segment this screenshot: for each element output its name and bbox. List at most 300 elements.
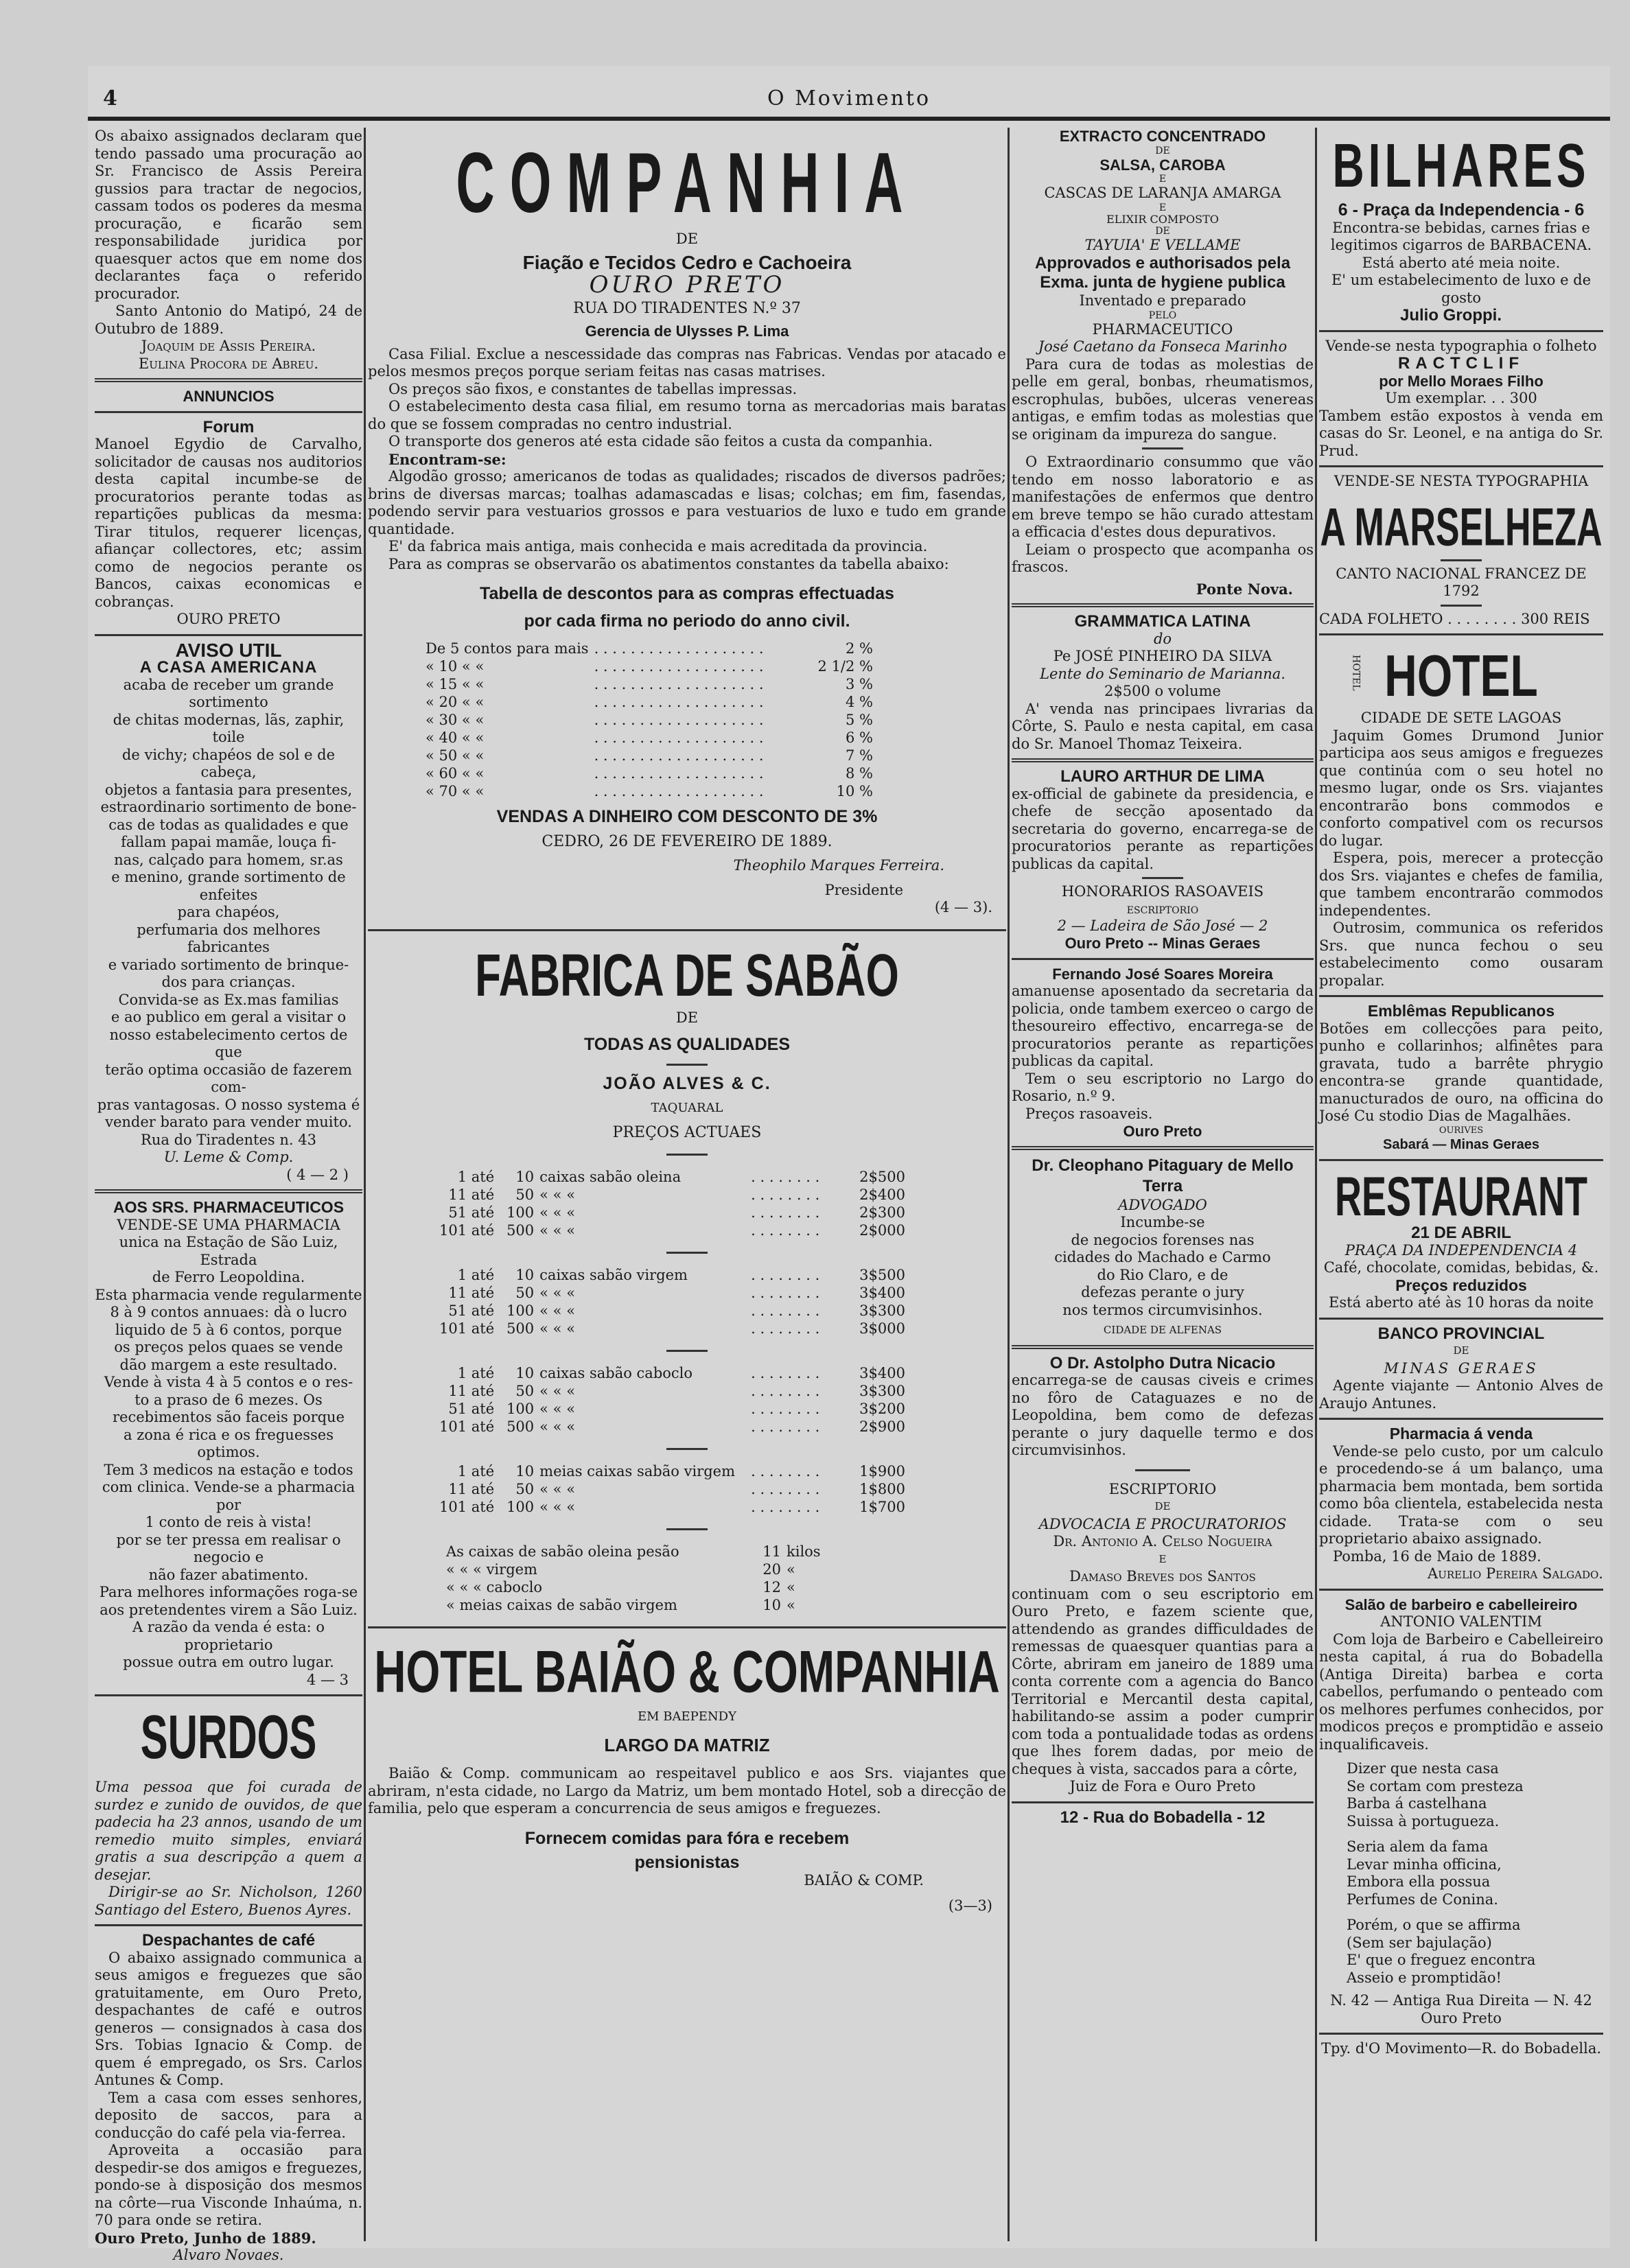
ad-text: Encontra-se bebidas, carnes frias e legitimos cigarros de BARBACENA. (1330, 219, 1592, 253)
ad-text: DE (1453, 1344, 1469, 1357)
table-cell: 2$400 (859, 1186, 905, 1203)
ad-number: 4 — 3 (306, 1671, 349, 1688)
verse-line: Suissa à portugueza. (1347, 1812, 1500, 1829)
table-cell: . . . . . . . . (751, 1267, 820, 1283)
ad-text: Preços rasoaveis. (1025, 1105, 1153, 1122)
ad-text: O abaixo assignado communica a seus amigos e freguezes que são gratuitamente, em Ouro Preto, despachantes de café e outros generos — consignados à casa dos Srs. Tobias Ignacio & Comp. de quem é empregado, os Srs. Carlos Antunes & Comp. (95, 1949, 362, 2088)
table-row (436, 1498, 908, 1516)
verse-line: E' que o freguez encontra (1347, 1952, 1536, 1968)
ad-title: BANCO PROVINCIAL (1377, 1324, 1545, 1343)
table-cell: 50 (515, 1481, 535, 1497)
table-row (423, 764, 876, 782)
ad-text: E' um estabelecimento de luxo e de gosto (1331, 272, 1592, 306)
table-cell: 2 % (846, 640, 873, 657)
ad-text: PELO (1148, 309, 1177, 321)
ad-title: Dr. Cleophano Pitaguary de Mello Terra (1032, 1156, 1294, 1195)
ad-text: E (1159, 1552, 1167, 1565)
divider (1319, 1318, 1603, 1320)
divider (95, 1189, 362, 1193)
ad-signature: Alvaro Novaes. (173, 2247, 284, 2263)
table-cell: 2$500 (859, 1169, 905, 1185)
ad-text (95, 1234, 362, 1672)
table-row (443, 1560, 824, 1578)
section-heading: ANNUNCIOS (183, 388, 275, 405)
table-cell: . . . . . . . . (751, 1320, 820, 1337)
ad-price: CADA FOLHETO . . . . . . . . 300 REIS (1319, 610, 1590, 627)
table-cell: . . . . . . . . (751, 1222, 820, 1239)
divider (1319, 330, 1603, 332)
verse-line: Dizer que nesta casa (1347, 1760, 1499, 1777)
ad-text: Outrosim, communica os referidos Srs. que nunca fechou o seu estabelecimento como ousaram propalar. (1319, 920, 1603, 989)
ad-text: EM BAEPENDY (638, 1709, 736, 1724)
table-cell: 2$900 (859, 1418, 905, 1435)
table-cell: « « « (539, 1481, 576, 1497)
text-line: não fazer abatimento. (148, 1566, 309, 1583)
ad-address: PRAÇA DA INDEPENDENCIA 4 (1344, 1241, 1578, 1259)
ad-price: 2$500 o volume (1104, 683, 1221, 699)
table-cell: 3$000 (859, 1320, 905, 1337)
ad-text: Algodão grosso; americanos de todas as qualidades; riscados de diversos padrões; brins de diversas marcas; toalhas adamascadas e lisas; colchas; em fim, fasendas, podendo servir para vestuarios grossos e para vestuarios de luxo e tudo em grande quantidade. (368, 468, 1006, 537)
text-line: pras vantagosas. O nosso systema é (97, 1096, 360, 1113)
price-list (368, 1154, 1006, 1530)
ad-date: CEDRO, 26 DE FEVEREIRO DE 1889. (542, 832, 833, 850)
ad-verse (1319, 1760, 1603, 1987)
table-row (436, 1364, 908, 1382)
table-row (423, 729, 876, 747)
ad-text: Aproveita a occasião para despedir-se dos amigos e freguezes, pondo-se à disposição dos mesmos na côrte—rua Visconde Inhaúma, n. 70 para onde se retira. (95, 2142, 362, 2228)
text-line: a zona é rica e os freguesses optimos. (123, 1426, 334, 1460)
table-cell: « « « (539, 1302, 576, 1319)
divider (95, 1924, 362, 1926)
ad-title: SURDOS (140, 1703, 317, 1772)
ad-city: CIDADE DE SETE LAGOAS (1360, 710, 1562, 726)
ad-text: Espera, pois, merecer a protecção dos Srs. viajantes e chefes de familia, que tambem encontrarão commodos independentes. (1319, 850, 1603, 919)
ad-title: A MARSELHEZA (1320, 498, 1603, 557)
table-cell: . . . . . . . . (751, 1383, 820, 1399)
table-cell: 7 % (846, 747, 873, 764)
text-line: nas, calçado para homem, sr.as (114, 851, 343, 868)
table-cell: 5 % (846, 712, 873, 728)
divider (368, 1626, 1006, 1628)
ad-title: Fernando José Soares Moreira (1052, 965, 1273, 983)
newspaper-title: O Movimento (767, 86, 931, 110)
table-cell: « « « caboclo (446, 1579, 543, 1595)
ad-city: OURO PRETO (176, 611, 281, 627)
page-header (88, 86, 1610, 121)
table-cell: 51 até (448, 1401, 495, 1417)
ad-text: E (1159, 202, 1167, 213)
table-cell: 12 (762, 1579, 781, 1595)
table-cell: « 10 « « (426, 658, 485, 675)
verse-line: Asseio e promptidão! (1347, 1969, 1502, 1986)
ad-number: (3—3) (948, 1897, 992, 1914)
ad-title: GRAMMATICA LATINA (1074, 612, 1251, 631)
table-row (423, 782, 876, 800)
ad-subtitle: MINAS GERAES (1384, 1359, 1539, 1377)
text-line: do Rio Claro, e de (1097, 1266, 1229, 1283)
table-cell: « « « (539, 1186, 576, 1203)
text-line: Tem 3 medicos na estação e todos (104, 1461, 353, 1478)
ad-text: O Extraordinario consummo que vão tendo em nosso laboratorio e as manifestações de enfermos que dentro em breve tempo se hão curado attestam a efficacia d'estes dous depurativos. (1012, 454, 1314, 540)
ad-text: Tambem estão expostos à venda em casas do Sr. Leonel, e na antiga do Sr. Prud. (1319, 407, 1603, 459)
weight-table (443, 1543, 824, 1614)
text-line: de vichy; chapéos de sol e de cabeça, (121, 746, 336, 780)
table-cell: « 60 « « (426, 765, 485, 782)
text-line: Esta pharmacia vende regularmente (95, 1286, 362, 1303)
table-cell: « (787, 1561, 795, 1578)
ad-text: Uma pessoa que foi curada de surdez e zunido de ouvidos, de que padecia ha 23 annos, usando de um remedio muito simples, enviará gratis a sua descripção a quem a desejar. (95, 1779, 362, 1883)
ad-city: CIDADE DE ALFENAS (1103, 1324, 1222, 1336)
table-cell: 500 (507, 1320, 535, 1337)
divider (1012, 603, 1314, 607)
text-line: por se ter pressa em realisar o negocio e (116, 1531, 341, 1565)
table-cell: 10 % (836, 783, 873, 799)
ad-text: Botões em collecções para peito, punho e collarinhos; alfinêtes para gravata, tudo a barrête phrygio encontra-se grande quantidade, manucturados de ouro, na officina do José Cu stodio Dias de Magalhães. (1319, 1020, 1603, 1124)
text-line: vender barato para vender muito. (105, 1114, 352, 1130)
ad-text: O transporte dos generos até esta cidade são feitos a custa da companhia. (388, 433, 933, 449)
ad-text: DE (675, 231, 699, 247)
ad-title: RESTAURANT (1335, 1166, 1587, 1228)
table-cell: 2$000 (859, 1222, 905, 1239)
ad-address: RUA DO TIRADENTES N.º 37 (573, 299, 801, 317)
ad-city: OURO PRETO (589, 271, 785, 299)
table-cell: kilos (787, 1543, 821, 1560)
divider (666, 1154, 708, 1156)
table-cell: 101 até (439, 1418, 495, 1435)
ad-text: TAYUIA' E VELLAME (1084, 236, 1241, 253)
table-cell: « « « (539, 1383, 576, 1399)
table-row (436, 1418, 908, 1436)
hotel-title-box (1319, 641, 1603, 710)
ad-text: O estabelecimento desta casa filial, em resumo torna as mercadorias mais baratas do que se fossem compradas no centro industrial. (368, 398, 1006, 432)
table-row (436, 1302, 908, 1320)
table-cell: . . . . . . . . (751, 1186, 820, 1203)
ad-subtitle: LARGO DA MATRIZ (604, 1734, 770, 1755)
notice-signature: Eulina Procora de Abreu. (138, 355, 319, 372)
divider (1142, 877, 1183, 879)
ad-text: Jaquim Gomes Drumond Junior participa aos seus amigos e freguezes que continúa com o seu hotel no mesmo lugar, onde os Srs. viajantes encontrarão bons commodos e conforto compativel com os recursos do lugar. (1319, 727, 1603, 849)
table-cell: 1 até (457, 1267, 495, 1283)
table-row (436, 1204, 908, 1221)
ad-text: A' venda nas principaes livrarias da Côrte, S. Paulo e nesta capital, em casa do Sr. Manoel Thomaz Teixeira. (1012, 700, 1314, 752)
verse-line: Seria alem da fama (1347, 1838, 1489, 1855)
table-cell: 50 (515, 1383, 535, 1399)
column-3 (1012, 128, 1314, 2241)
divider (1135, 1469, 1190, 1471)
ad-city: Ouro Preto -- Minas Geraes (1064, 935, 1261, 952)
ad-text: DE (1155, 225, 1170, 237)
ad-text: ADVOGADO (1118, 1196, 1207, 1213)
ad-text (95, 677, 362, 1149)
table-row (443, 1596, 824, 1614)
table-cell: « « « (539, 1499, 576, 1515)
text-line: 8 à 9 contos annuaes: dà o lucro (110, 1304, 347, 1320)
table-cell: . . . . . . . . (751, 1463, 820, 1480)
table-cell: . . . . . . . . . . . . . . . . . . . (594, 729, 764, 746)
text-line: acaba de receber um grande sortimento (123, 676, 334, 710)
ad-text: DE (675, 1009, 699, 1026)
text-line: recebimentos são faceis porque (113, 1409, 345, 1425)
text-line: com clinica. Vende-se a pharmacia por (102, 1479, 356, 1513)
ad-text: CASCAS DE LARANJA AMARGA (1044, 185, 1281, 201)
text-line: os preços pelos quaes se vende (114, 1339, 343, 1355)
table-cell: meias caixas sabão virgem (539, 1463, 735, 1480)
ad-text: Manoel Egydio de Carvalho, solicitador de causas nos auditorios desta capital incumbe-se de procuratorios perante todas as repartições publicas da mesma: Tirar titulos, requerer licenças, afiançar collectores, etc; assim como de negocios perante os Bancos, caixas economicas e cobranças. (95, 436, 362, 610)
divider (1319, 1589, 1603, 1591)
ad-signature: Theophilo Marques Ferreira. (733, 857, 944, 874)
ad-city: Ouro Preto (1421, 2009, 1502, 2026)
table-cell: 10 (515, 1267, 535, 1283)
table-cell: . . . . . . . . . . . . . . . . . . . (594, 747, 764, 764)
ad-text: por Mello Moraes Filho (1379, 372, 1544, 390)
ad-address: N. 42 — Antiga Rua Direita — N. 42 (1330, 1992, 1592, 2009)
ad-text: Fornecem comidas para fóra e recebem (524, 1828, 850, 1848)
table-row (436, 1221, 908, 1239)
ad-title: RACTCLIF (1398, 354, 1524, 373)
column-2 (368, 128, 1006, 2241)
ad-text: Inventado e preparado (1079, 292, 1246, 309)
text-line: aos pretendentes virem a São Luiz. (100, 1601, 358, 1618)
table-cell: 500 (507, 1418, 535, 1435)
ad-subtitle: ADVOCACIA E PROCURATORIOS (1038, 1515, 1287, 1532)
ad-title: LAURO ARTHUR DE LIMA (1060, 767, 1265, 786)
ad-number: (4 — 3). (934, 899, 992, 915)
ad-city: Sabará — Minas Geraes (1383, 1136, 1539, 1152)
ad-author: Pe JOSÉ PINHEIRO DA SILVA (1053, 648, 1272, 664)
table-cell: 10 (515, 1365, 535, 1381)
ad-text: OURIVES (1439, 1125, 1484, 1136)
ad-title: Emblêmas Republicanos (1367, 1002, 1555, 1020)
table-row (423, 657, 876, 675)
table-cell: 1$800 (859, 1481, 905, 1497)
table-cell: « meias caixas de sabão virgem (446, 1597, 677, 1613)
ad-text: ESCRIPTORIO (1126, 904, 1199, 916)
ad-subtitle: VENDE-SE UMA PHARMACIA (117, 1216, 340, 1233)
ad-title: Despachantes de café (141, 1931, 316, 1950)
ad-text: CANTO NACIONAL FRANCEZ DE 1792 (1336, 565, 1587, 599)
notice-text: Os abaixo assignados declaram que tendo passado uma procuração ao Sr. Francisco de Assis Pereira gussios para tractar de negocios, cassam todos os poderes da mesma procuração, e ficarão sem responsabilidade juridica por quaesquer actos que em nome dos declarantes faça o referido procurador. (95, 128, 362, 302)
table-cell: 101 até (439, 1499, 495, 1515)
table-cell: . . . . . . . . . . . . . . . . . . . (594, 765, 764, 782)
divider (666, 1448, 708, 1450)
divider (1441, 605, 1482, 607)
ad-text: Está aberto até meia noite. (1362, 254, 1561, 271)
table-cell: 2$300 (859, 1204, 905, 1221)
divider (1012, 1345, 1314, 1349)
table-cell: . . . . . . . . (751, 1169, 820, 1185)
ad-text: continuam com o seu escriptorio em Ouro Preto, e fazem sciente que, attendendo as grandes difficuldades de remessas de quaesquer quantias para a Côrte, abriram em janeiro de 1889 uma conta corrente com a agencia do Banco Territorial e Mercantil desta capital, habilitando-se assim a poder cumprir com toda a pontualidade todas as ordens que lhes forem dadas, por meio de cheques à vista, saccados para a côrte, (1012, 1585, 1314, 1777)
divider (1012, 758, 1314, 762)
ad-subtitle: 6 - Praça da Independencia - 6 (1338, 200, 1585, 220)
ad-address: 12 - Rua do Bobadella - 12 (1060, 1808, 1266, 1827)
ad-text: ex-official de gabinete da presidencia, e chefe de secção aposentado da secretaria do governo, encarrega-se de procuratorios perante as repartições publicas da capital. (1012, 785, 1314, 872)
divider (95, 378, 362, 382)
page-number: 4 (103, 86, 117, 110)
ad-title: Forum (202, 417, 255, 436)
table-cell: « « « (539, 1401, 576, 1417)
ad-text: Approvados e authorisados pela Exma. junta de hygiene publica (1034, 254, 1291, 292)
ad-text: Casa Filial. Exclue a nescessidade das compras nas Fabricas. Vendas por atacado e pelos mesmos preços porque seriam feitas nas casas matrises. (368, 345, 1006, 379)
text-line: terão optima occasião de fazerem com- (105, 1061, 352, 1095)
table-row (443, 1543, 824, 1560)
divider (666, 1064, 708, 1066)
verse-line (1347, 1908, 1603, 1917)
table-cell: . . . . . . . . . . . . . . . . . . . (594, 658, 764, 675)
table-row (443, 1578, 824, 1596)
divider (1012, 1146, 1314, 1150)
ad-side-label: HOTEL (1350, 655, 1362, 691)
table-cell: 51 até (448, 1204, 495, 1221)
text-line: perfumaria dos melhores fabricantes (137, 921, 321, 955)
text-line: estraordinario sortimento de bone- (100, 799, 357, 815)
table-cell: 4 % (846, 694, 873, 710)
ad-firm: JOÃO ALVES & C. (603, 1073, 771, 1093)
ad-text: pensionistas (634, 1853, 740, 1872)
text-line: Convida-se as Ex.mas familias (118, 991, 339, 1008)
table-cell: 11 até (448, 1285, 495, 1301)
table-row (436, 1266, 908, 1284)
table-cell: 100 (507, 1302, 535, 1319)
ad-text: Tem o seu escriptorio no Largo do Rosario, n.º 9. (1012, 1070, 1314, 1104)
table-cell: 3$200 (859, 1401, 905, 1417)
newspaper-page (88, 66, 1610, 2263)
price-group (436, 1364, 908, 1436)
table-cell: « « « (539, 1418, 576, 1435)
table-cell: 10 (515, 1169, 535, 1185)
table-cell: « 40 « « (426, 729, 485, 746)
ad-subtitle: Fiação e Tecidos Cedro e Cachoeira (522, 251, 852, 273)
ad-title: EXTRACTO CONCENTRADO (1059, 128, 1266, 145)
table-cell: 1 até (457, 1463, 495, 1480)
table-row (423, 675, 876, 693)
table-cell: caixas sabão oleina (539, 1169, 682, 1185)
verse-line: Se cortam com presteza (1347, 1777, 1524, 1794)
table-cell: . . . . . . . . (751, 1418, 820, 1435)
divider (1142, 447, 1183, 449)
table-cell: . . . . . . . . (751, 1401, 820, 1417)
ad-place: Ouro Preto, Junho de 1889. (95, 2229, 316, 2247)
ad-text (1012, 1214, 1314, 1319)
ad-text: Com loja de Barbeiro e Cabelleireiro nesta capital, á rua do Bobadella (Antiga Direita) barbea e corta cabellos, perfumando o penteado com os melhores perfumes conhecidos, por modicos preços e promptidão e asseio inqualificaveis. (1319, 1630, 1603, 1753)
ad-place: Ponte Nova. (1196, 580, 1293, 598)
notice-signature: Joaquim de Assis Pereira. (141, 338, 316, 354)
table-cell: 50 (515, 1186, 535, 1203)
ad-subtitle: TODAS AS QUALIDADES (583, 1035, 791, 1054)
text-line: cidades do Machado e Carmo (1054, 1249, 1271, 1265)
table-cell: 500 (507, 1222, 535, 1239)
ad-address: 2 — Ladeira de São José — 2 (1057, 917, 1268, 934)
divider (95, 634, 362, 636)
text-line: A razão da venda é esta: o proprietario (132, 1619, 325, 1653)
column-rule (1315, 128, 1317, 2241)
table-cell: 101 até (439, 1320, 495, 1337)
table-cell: . . . . . . . . . . . . . . . . . . . (594, 694, 764, 710)
table-cell: caixas sabão virgem (539, 1267, 688, 1283)
text-line: de negocios forenses nas (1071, 1231, 1255, 1248)
table-cell: . . . . . . . . (751, 1204, 820, 1221)
table-cell: 3$300 (859, 1302, 905, 1319)
ad-text: DE (1154, 1500, 1171, 1512)
ad-text: Está aberto até às 10 horas da noite (1329, 1294, 1594, 1311)
table-cell: « « « (539, 1204, 576, 1221)
table-cell: 11 até (448, 1383, 495, 1399)
table-row (436, 1186, 908, 1204)
text-line: para chapéos, (177, 904, 280, 920)
table-cell: 1$700 (859, 1499, 905, 1515)
price-group (436, 1462, 908, 1516)
price-group (436, 1266, 908, 1337)
verse-line: Perfumes de Conina. (1347, 1891, 1498, 1908)
text-line: cas de todas as qualidades e que (108, 816, 349, 833)
column-rule (364, 128, 366, 2241)
ad-place: TAQUARAL (651, 1101, 723, 1115)
ad-title: COMPANHIA (456, 134, 918, 231)
verse-line: Embora ella possua (1347, 1873, 1491, 1890)
table-cell: 1 até (457, 1365, 495, 1381)
table-row (436, 1284, 908, 1302)
table-cell: 3 % (846, 676, 873, 692)
ad-title: BILHARES (1332, 130, 1590, 200)
ad-text: encarrega-se de causas civeis e crimes no fôro de Cataguazes e no de Leopoldina, bem como de defezas perante o jury daquelle termo e dos circumvisinhos. (1012, 1372, 1314, 1458)
table-cell: 8 % (846, 765, 873, 782)
table-title: por cada firma no periodo do anno civil. (524, 611, 850, 631)
ad-text: amanuense aposentado da secretaria da policia, onde tambem exerceo o cargo de thesoureiro effectivo, encarrega-se de procuratorios perante as repartições publicas da capital. (1012, 983, 1314, 1069)
table-cell: . . . . . . . . (751, 1481, 820, 1497)
table-cell: 6 % (846, 729, 873, 746)
table-row (423, 747, 876, 764)
table-cell: 3$400 (859, 1285, 905, 1301)
ad-text: DE (1155, 145, 1170, 156)
ad-signature: BAIÃO & COMP. (804, 1871, 924, 1889)
ad-subtitle: 21 DE ABRIL (1411, 1224, 1511, 1242)
ad-text: Para as compras se observarão os abatimentos constantes da tabella abaixo: (388, 555, 949, 572)
ad-title: O Dr. Astolpho Dutra Nicacio (1049, 1353, 1276, 1372)
ad-signature: Julio Groppi. (1400, 306, 1502, 325)
ad-text: Os preços são fixos, e constantes de tabellas impressas. (388, 380, 797, 397)
verse-line: Barba á castelhana (1347, 1795, 1487, 1812)
ad-name: ANTONIO VALENTIM (1380, 1613, 1542, 1630)
column-1 (95, 128, 362, 2263)
table-row (436, 1382, 908, 1400)
ad-name: José Caetano da Fonseca Marinho (1038, 338, 1288, 355)
divider (1319, 1418, 1603, 1420)
table-cell: . . . . . . . . . . . . . . . . . . . (594, 783, 764, 799)
table-cell: 101 até (439, 1222, 495, 1239)
text-line: liquido de 5 à 6 contos, porque (115, 1321, 342, 1338)
verse-line (1347, 1830, 1603, 1838)
ad-signature: U. Leme & Comp. (163, 1149, 294, 1165)
table-cell: 100 (507, 1401, 535, 1417)
ad-title: AOS SRS. PHARMACEUTICOS (113, 1198, 345, 1216)
discount-table (423, 640, 876, 800)
ad-title: HOTEL BAIÃO & COMPANHIA (374, 1638, 1000, 1705)
ad-text: Preços reduzidos (1395, 1276, 1527, 1294)
text-line: de chitas modernas, lãs, zaphir, toile (113, 711, 345, 745)
table-cell: « (787, 1597, 795, 1613)
verse-line: Porém, o que se affirma (1347, 1917, 1521, 1933)
ad-text: E (1159, 174, 1167, 185)
divider (1319, 465, 1603, 467)
ad-text: PHARMACEUTICO (1092, 320, 1233, 338)
table-cell: caixas sabão caboclo (539, 1365, 693, 1381)
ad-text: VENDAS A DINHEIRO COM DESCONTO DE 3% (496, 807, 878, 826)
price-group (436, 1168, 908, 1239)
ad-text: Café, chocolate, comidas, bebidas, &. (1323, 1259, 1599, 1276)
table-cell: « 30 « « (426, 712, 485, 728)
ad-text: Vende-se pelo custo, por um calculo e procedendo-se á um balanço, uma pharmacia bem montada, bem sortida como bôa clientela, estabelecida nesta cidade. Trata-se com o seu proprietario abaixo assignado. (1319, 1442, 1603, 1547)
ad-address: Dirigir-se ao Sr. Nicholson, 1260 Santiago del Estero, Buenos Ayres. (95, 1884, 362, 1918)
table-cell: 10 (515, 1463, 535, 1480)
